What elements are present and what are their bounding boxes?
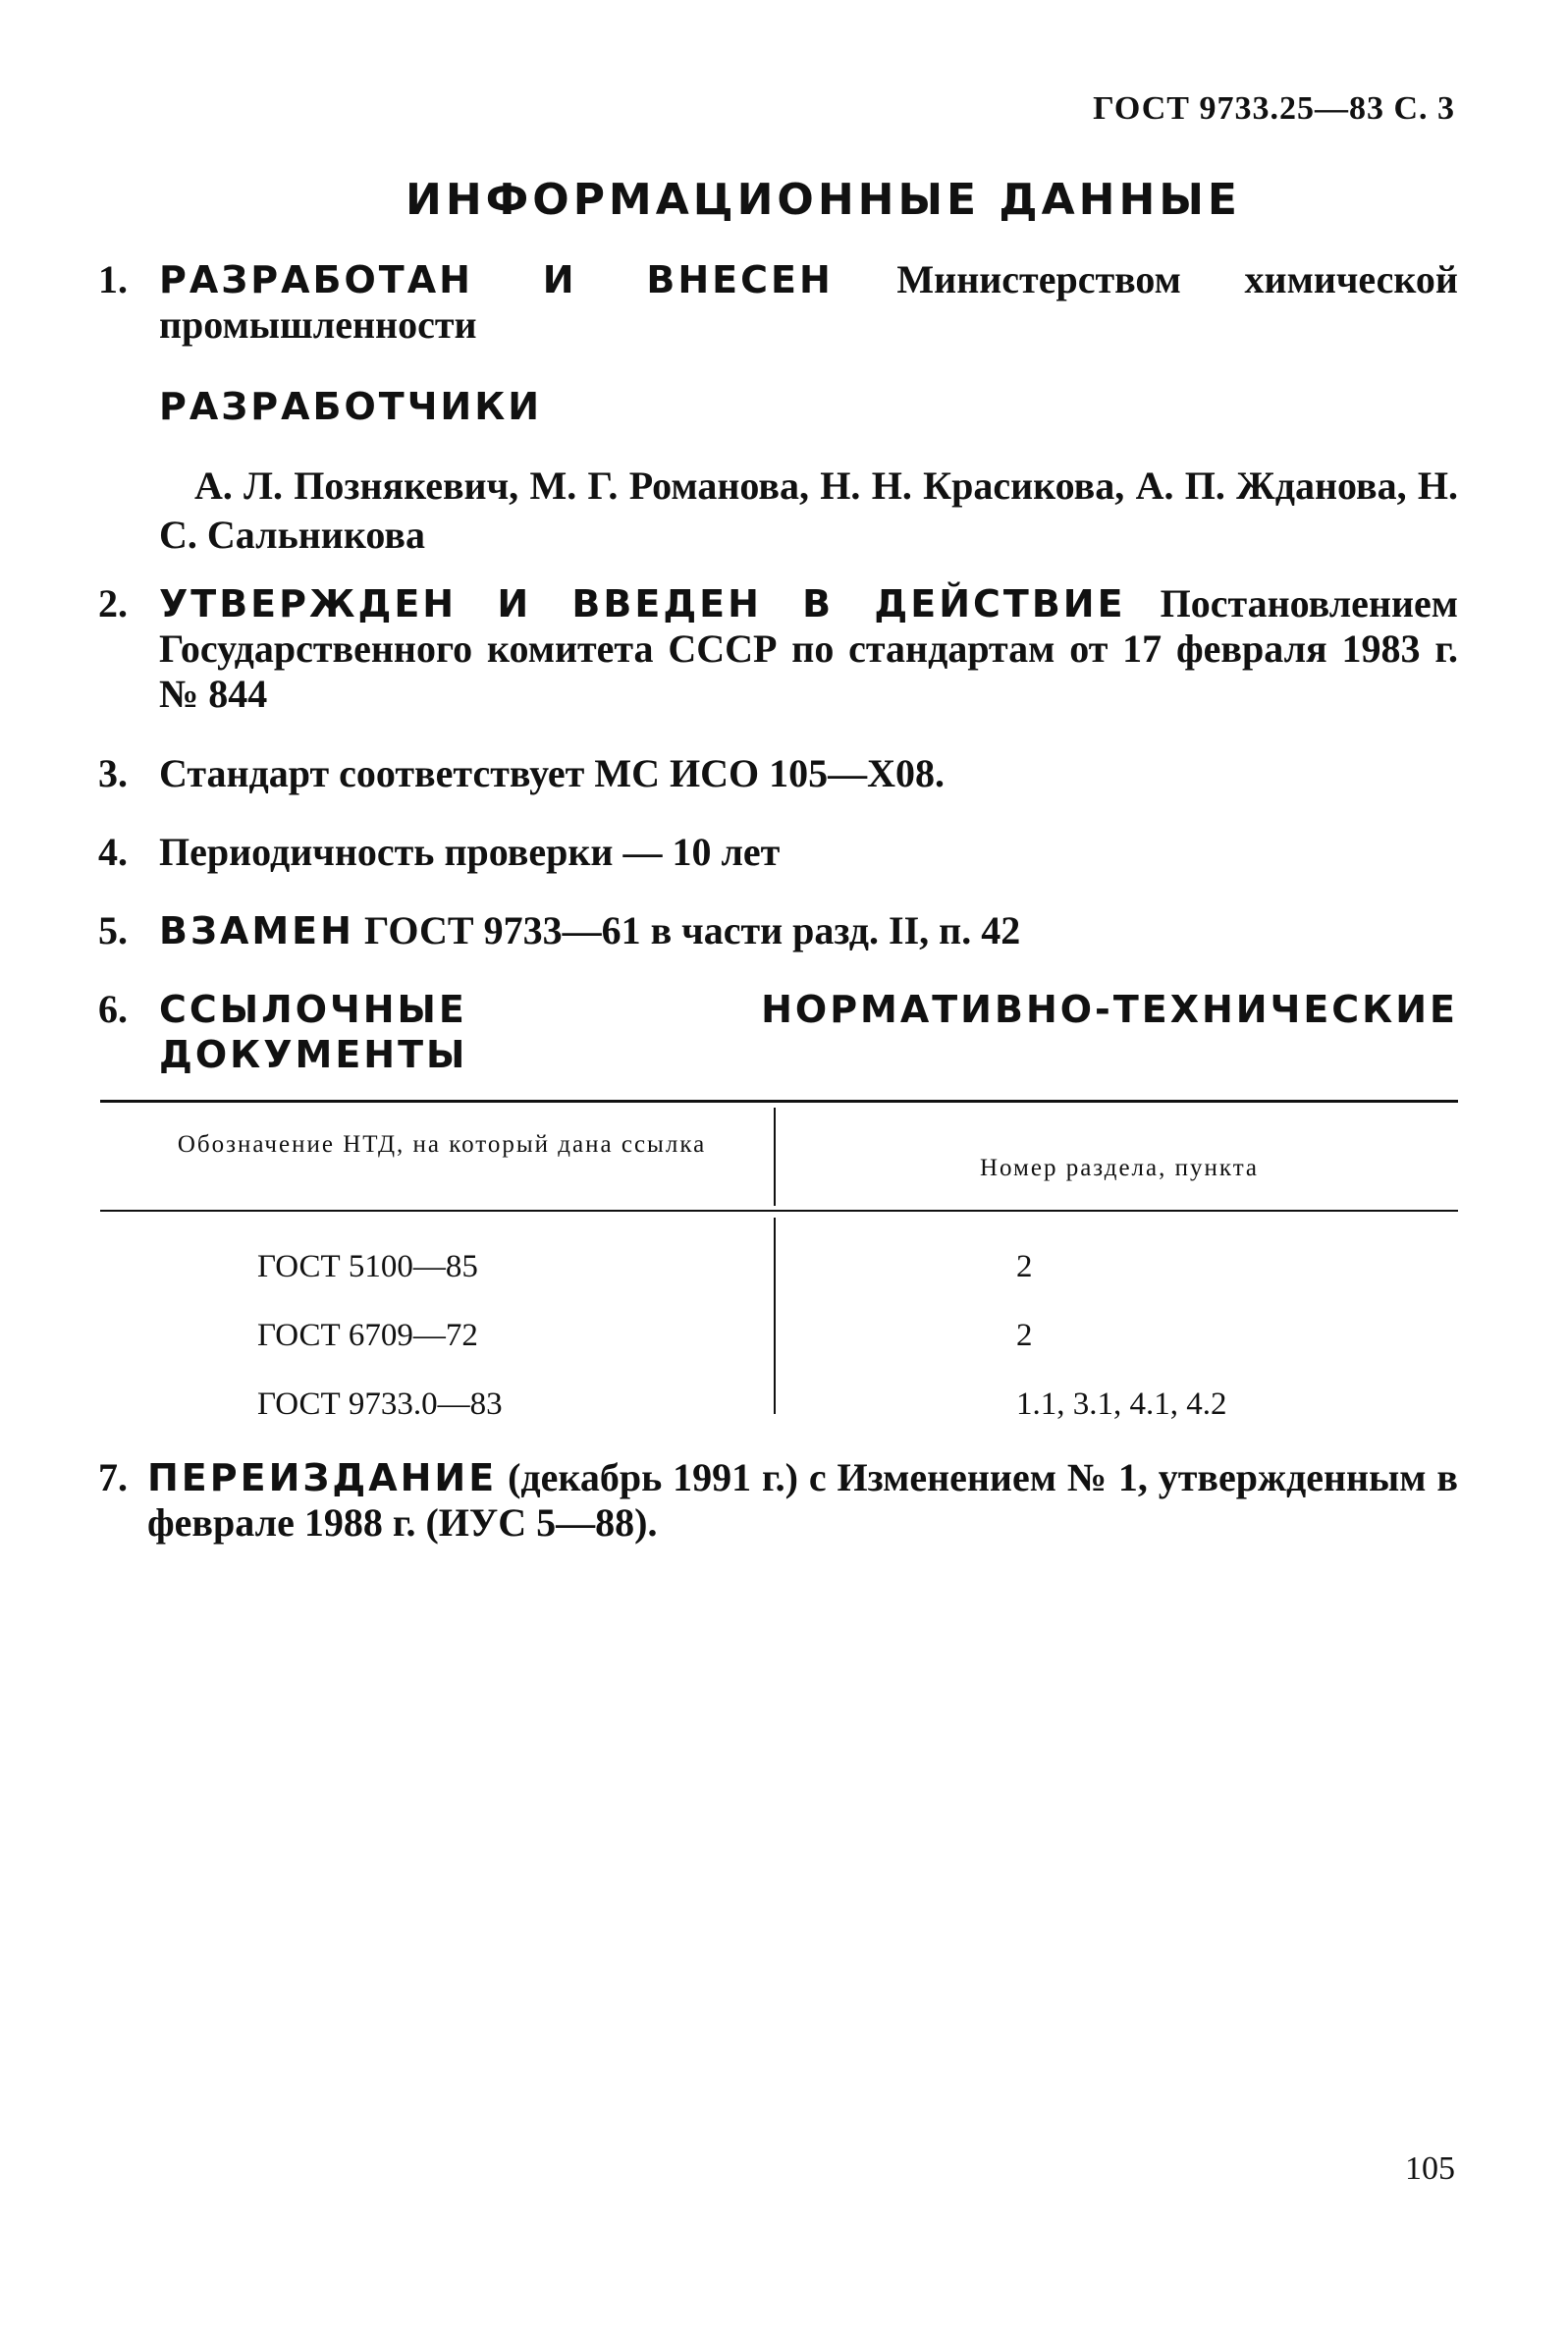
item-body bbox=[147, 1455, 1458, 1546]
item-caps: ССЫЛОЧНЫЕ НОРМАТИВНО-ТЕХНИЧЕСКИЕ ДОКУМЕНТЫ bbox=[159, 988, 1458, 1076]
item-number: 3. bbox=[98, 751, 128, 795]
page-header: ГОСТ 9733.25—83 С. 3 bbox=[1093, 90, 1455, 127]
item-text: Постановлением Государственного комитета СССР по стандартам от 17 февраля 1983 г. № 844 bbox=[159, 581, 1458, 716]
list-item bbox=[98, 987, 1458, 1077]
item-text: Министерством химической промышленности bbox=[159, 257, 1458, 347]
table-cell-designation: ГОСТ 9733.0—83 bbox=[257, 1386, 503, 1422]
list-item bbox=[98, 830, 1458, 875]
item-caps: ПЕРЕИЗДАНИЕ bbox=[147, 1456, 498, 1499]
item-text: (декабрь 1991 г.) с Изменением № 1, утвержденным в феврале 1988 г. (ИУС 5—88). bbox=[147, 1455, 1458, 1545]
developers-heading: РАЗРАБОТЧИКИ bbox=[159, 385, 543, 428]
table-cell-section: 1.1, 3.1, 4.1, 4.2 bbox=[1016, 1386, 1227, 1422]
list-item bbox=[98, 581, 1458, 717]
item-number: 1. bbox=[98, 257, 128, 301]
developers-names: А. Л. Познякевич, М. Г. Романова, Н. Н. Красикова, А. П. Жданова, Н. С. Сальникова bbox=[159, 463, 1458, 557]
table-top-rule bbox=[100, 1100, 1458, 1103]
page-title: ИНФОРМАЦИОННЫЕ ДАННЫЕ bbox=[406, 175, 1241, 225]
table-body-divider bbox=[774, 1218, 776, 1414]
table-cell-designation: ГОСТ 6709—72 bbox=[257, 1318, 478, 1353]
item-number: 6. bbox=[98, 987, 128, 1031]
table-header-designation: Обозначение НТД, на который дана ссылка bbox=[177, 1131, 707, 1158]
table-cell-section: 2 bbox=[1016, 1249, 1033, 1284]
page-number: 105 bbox=[1405, 2150, 1455, 2187]
item-caps: УТВЕРЖДЕН И ВВЕДЕН В ДЕЙСТВИЕ bbox=[159, 582, 1126, 625]
item-body bbox=[159, 257, 1458, 348]
item-body bbox=[159, 987, 1458, 1077]
table-cell-section: 2 bbox=[1016, 1318, 1033, 1353]
list-item bbox=[98, 751, 1458, 796]
item-caps: ВЗАМЕН bbox=[159, 909, 354, 952]
item-number: 5. bbox=[98, 908, 128, 952]
item-number: 2. bbox=[98, 581, 128, 625]
table-header-divider bbox=[774, 1108, 776, 1206]
table-header-section: Номер раздела, пункта bbox=[979, 1155, 1260, 1181]
item-body bbox=[159, 581, 1458, 717]
item-body bbox=[159, 908, 1458, 953]
item-number: 7. bbox=[98, 1455, 128, 1499]
table-cell-designation: ГОСТ 5100—85 bbox=[257, 1249, 478, 1284]
item-text: ГОСТ 9733—61 в части разд. II, п. 42 bbox=[353, 908, 1021, 952]
item-number: 4. bbox=[98, 830, 128, 874]
list-item bbox=[98, 908, 1458, 953]
list-item bbox=[98, 257, 1458, 348]
item-body: Периодичность проверки — 10 лет bbox=[159, 830, 781, 874]
item-body: Стандарт соответствует МС ИСО 105—Х08. bbox=[159, 751, 945, 795]
item-caps: РАЗРАБОТАН И ВНЕСЕН bbox=[159, 258, 834, 301]
list-item bbox=[98, 1455, 1458, 1546]
table-header-rule bbox=[100, 1210, 1458, 1212]
